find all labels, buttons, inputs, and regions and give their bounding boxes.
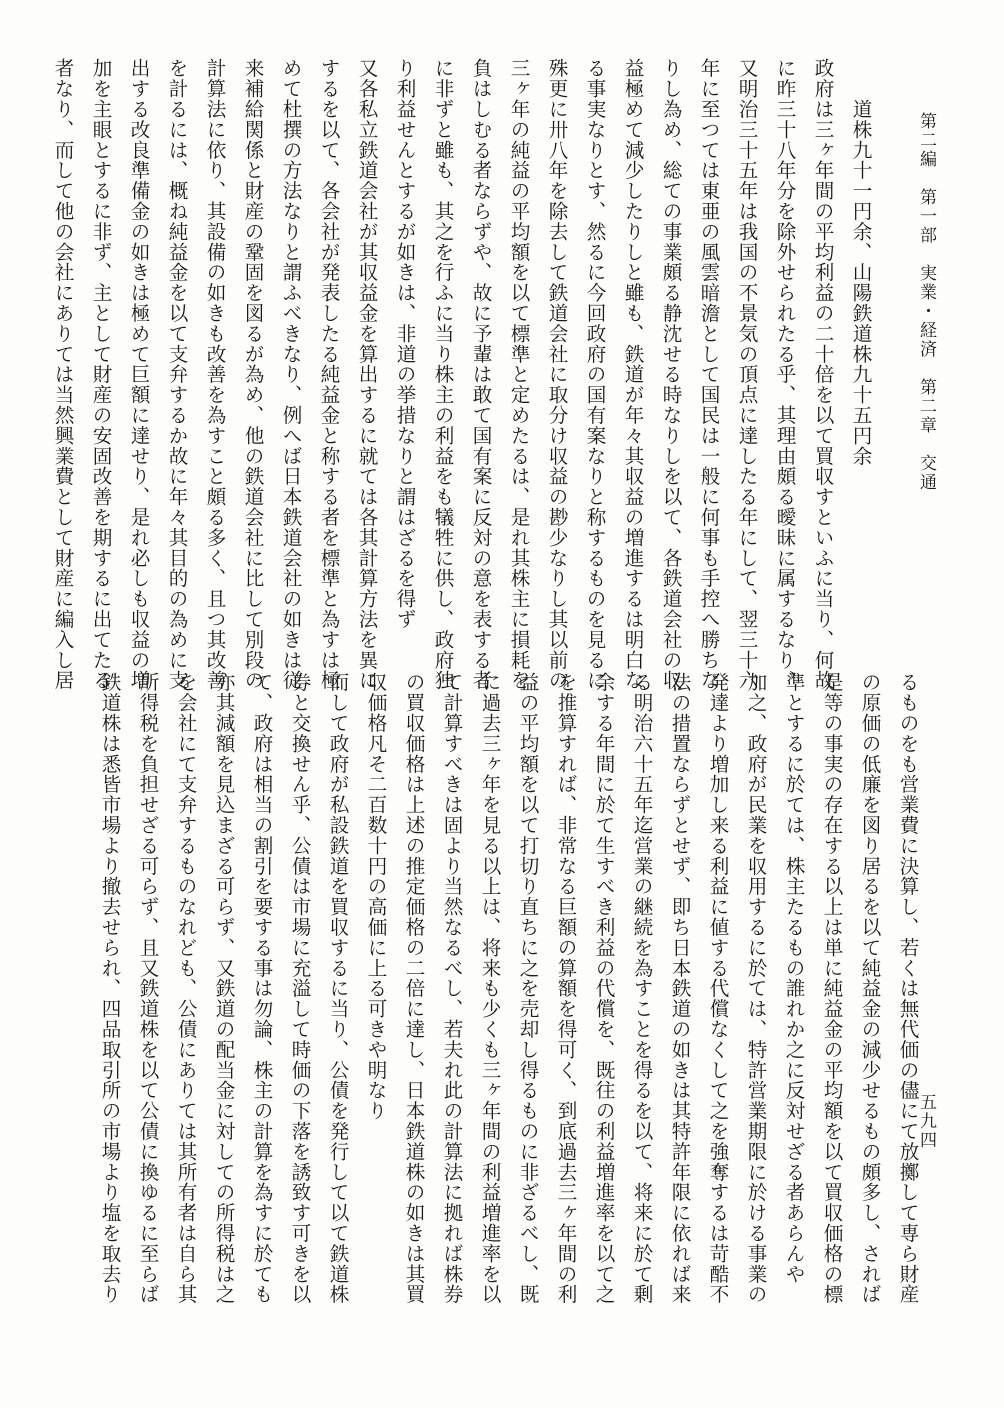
text-column: 計算法に依り、其設備の如きも改善を為すこと頗る多く、且つ其改善 [203, 58, 226, 691]
text-column: 準とするに於ては、株主たるもの誰れか之に反対せざる者あらんや [782, 672, 805, 1284]
text-column: 而して政府が私設鉄道を買収するに当り、公債を発行して以て鉄道株 [326, 672, 349, 1305]
text-column: 政府は三ヶ年間の平均利益の二十倍を以て買収すといふに当り、何故 [811, 58, 834, 691]
text-column: に非ずと雖も、其之を行ふに当り株主の利益をも犠牲に供し、政府独 [431, 58, 454, 691]
text-column: て計算すべきは固より当然なるべし、若夫れ此の計算法に拠れば株券 [440, 672, 463, 1305]
text-column: めて杜撰の方法なりと謂ふべきなり、例へば日本鉄道会社の如きは従 [279, 58, 302, 691]
upper-text-block [43, 58, 879, 691]
text-column: りし為め、総ての事業頗る静沈せる時なりしを以て、各鉄道会社の収 [659, 58, 682, 691]
text-column: 道株九十一円余、山陽鉄道株九十五円余 [849, 58, 872, 466]
text-column: 加之、政府が民業を収用するに於ては、特許営業期限に於ける事業の [744, 672, 767, 1305]
text-column: 年に至つては東亜の風雲暗澹として国民は一般に何事も手控へ勝ちな [697, 58, 720, 691]
text-column: 余する年間に於て生すべき利益の代償を、既往の利益増進率を以て之 [592, 672, 615, 1305]
text-column: の買収価格は上述の推定価格の二倍に達し、日本鉄道株の如きは其買 [402, 672, 425, 1305]
text-column: を会社にて支弁するものなれども、公債にありては其所有者は自ら其 [174, 672, 197, 1305]
text-column: を推算すれば、非常なる巨額の算額を得可く、到底過去三ヶ年間の利 [554, 672, 577, 1305]
text-column: 鉄道株は悉皆市場より撤去せられ、四品取引所の市場より塩を取去り [98, 672, 121, 1305]
text-column: 負はしむる者ならずや、故に予輩は敢て国有案に反対の意を表する者 [469, 58, 492, 691]
text-column: 益の平均額を以て打切り直ちに之を売却し得るものに非ざるべし、既 [516, 672, 539, 1305]
text-column: を計るには、概ね純益金を以て支弁するか故に年々其目的の為めに支 [165, 58, 188, 691]
page-number: 五九四 [916, 1093, 936, 1150]
text-column: 法の措置ならずとせず、即ち日本鉄道の如きは其特許年限に依れば来 [668, 672, 691, 1305]
text-column: 殊更に卅八年を除去して鉄道会社に取分け収益の尠少なりし其以前の [545, 58, 568, 691]
text-column: するを以て、各会社が発表したる純益金と称する者を標準と為すは極 [317, 58, 340, 691]
text-column: り利益せんとするが如きは、非道の挙措なりと謂はざるを得ず [393, 58, 416, 630]
lower-text-block [90, 672, 926, 1352]
text-column: 発達より増加し来る利益に値する代償なくして之を強奪するは苛酷不 [706, 672, 729, 1305]
text-column: 者なり、而して他の会社にありては当然興業費として財産に編入し居 [51, 58, 74, 691]
text-column: る事実なりとす、然るに今回政府の国有案なりと称するものを見るに [583, 58, 606, 691]
text-column: て、政府は相当の割引を要する事は勿論、株主の計算を為すに於ても [250, 672, 273, 1305]
text-column: 益極めて減少したりしと雖も、鉄道が年々其収益の増進するは明白な [621, 58, 644, 691]
text-column: 是等の事実の存在する以上は単に純益金の平均額を以て買収価格の標 [820, 672, 843, 1305]
text-column: 又各私立鉄道会社が其収益金を算出するに就ては各其計算方法を異に [355, 58, 378, 691]
text-column: 加を主眼とするに非ず、主として財産の安固改善を期するに出てたる [89, 58, 112, 691]
text-column: 出する改良準備金の如きは極めて巨額に達せり、是れ必しも収益の増 [127, 58, 150, 691]
text-column: に昨三十八年分を除外せられたる乎、其理由頗る曖昧に属するなり、 [773, 58, 796, 691]
text-column: 収価格凡そ二百数十円の高価に上る可きや明なり [364, 672, 387, 1121]
text-column: 所得税を負担せざる可らず、且又鉄道株を以て公債に換ゆるに至らば [136, 672, 159, 1305]
text-column: 又明治三十五年は我国の不景気の頂点に達したる年にして、翌三十六 [735, 58, 758, 691]
text-column: 券と交換せん乎、公債は市場に充溢して時価の下落を誘致す可きを以 [288, 672, 311, 1305]
running-head: 第二編 第一部 実業・経済 第二章 交通 [916, 112, 936, 492]
text-column: 三ヶ年の純益の平均額を以て標準と定めたるは、是れ其株主に損耗を [507, 58, 530, 691]
text-column: 亦其減額を見込まざる可らず、又鉄道の配当金に対しての所得税は之 [212, 672, 235, 1305]
text-column: に過去三ヶ年を見る以上は、将来も少くも三ヶ年間の利益増進率を以 [478, 672, 501, 1305]
text-column: の原価の低廉を図り居るを以て純益金の減少せるもの頗多し、されば [858, 672, 881, 1305]
text-column: 来補給関係と財産の鞏固を図るが為め、他の鉄道会社に比して別段の [241, 58, 264, 691]
text-column: るものをも営業費に決算し、若くは無代価の儘にて放擲して専ら財産 [896, 672, 919, 1305]
text-column: る明治六十五年迄営業の継続を為すことを得るを以て、将来に於て剰 [630, 672, 653, 1305]
